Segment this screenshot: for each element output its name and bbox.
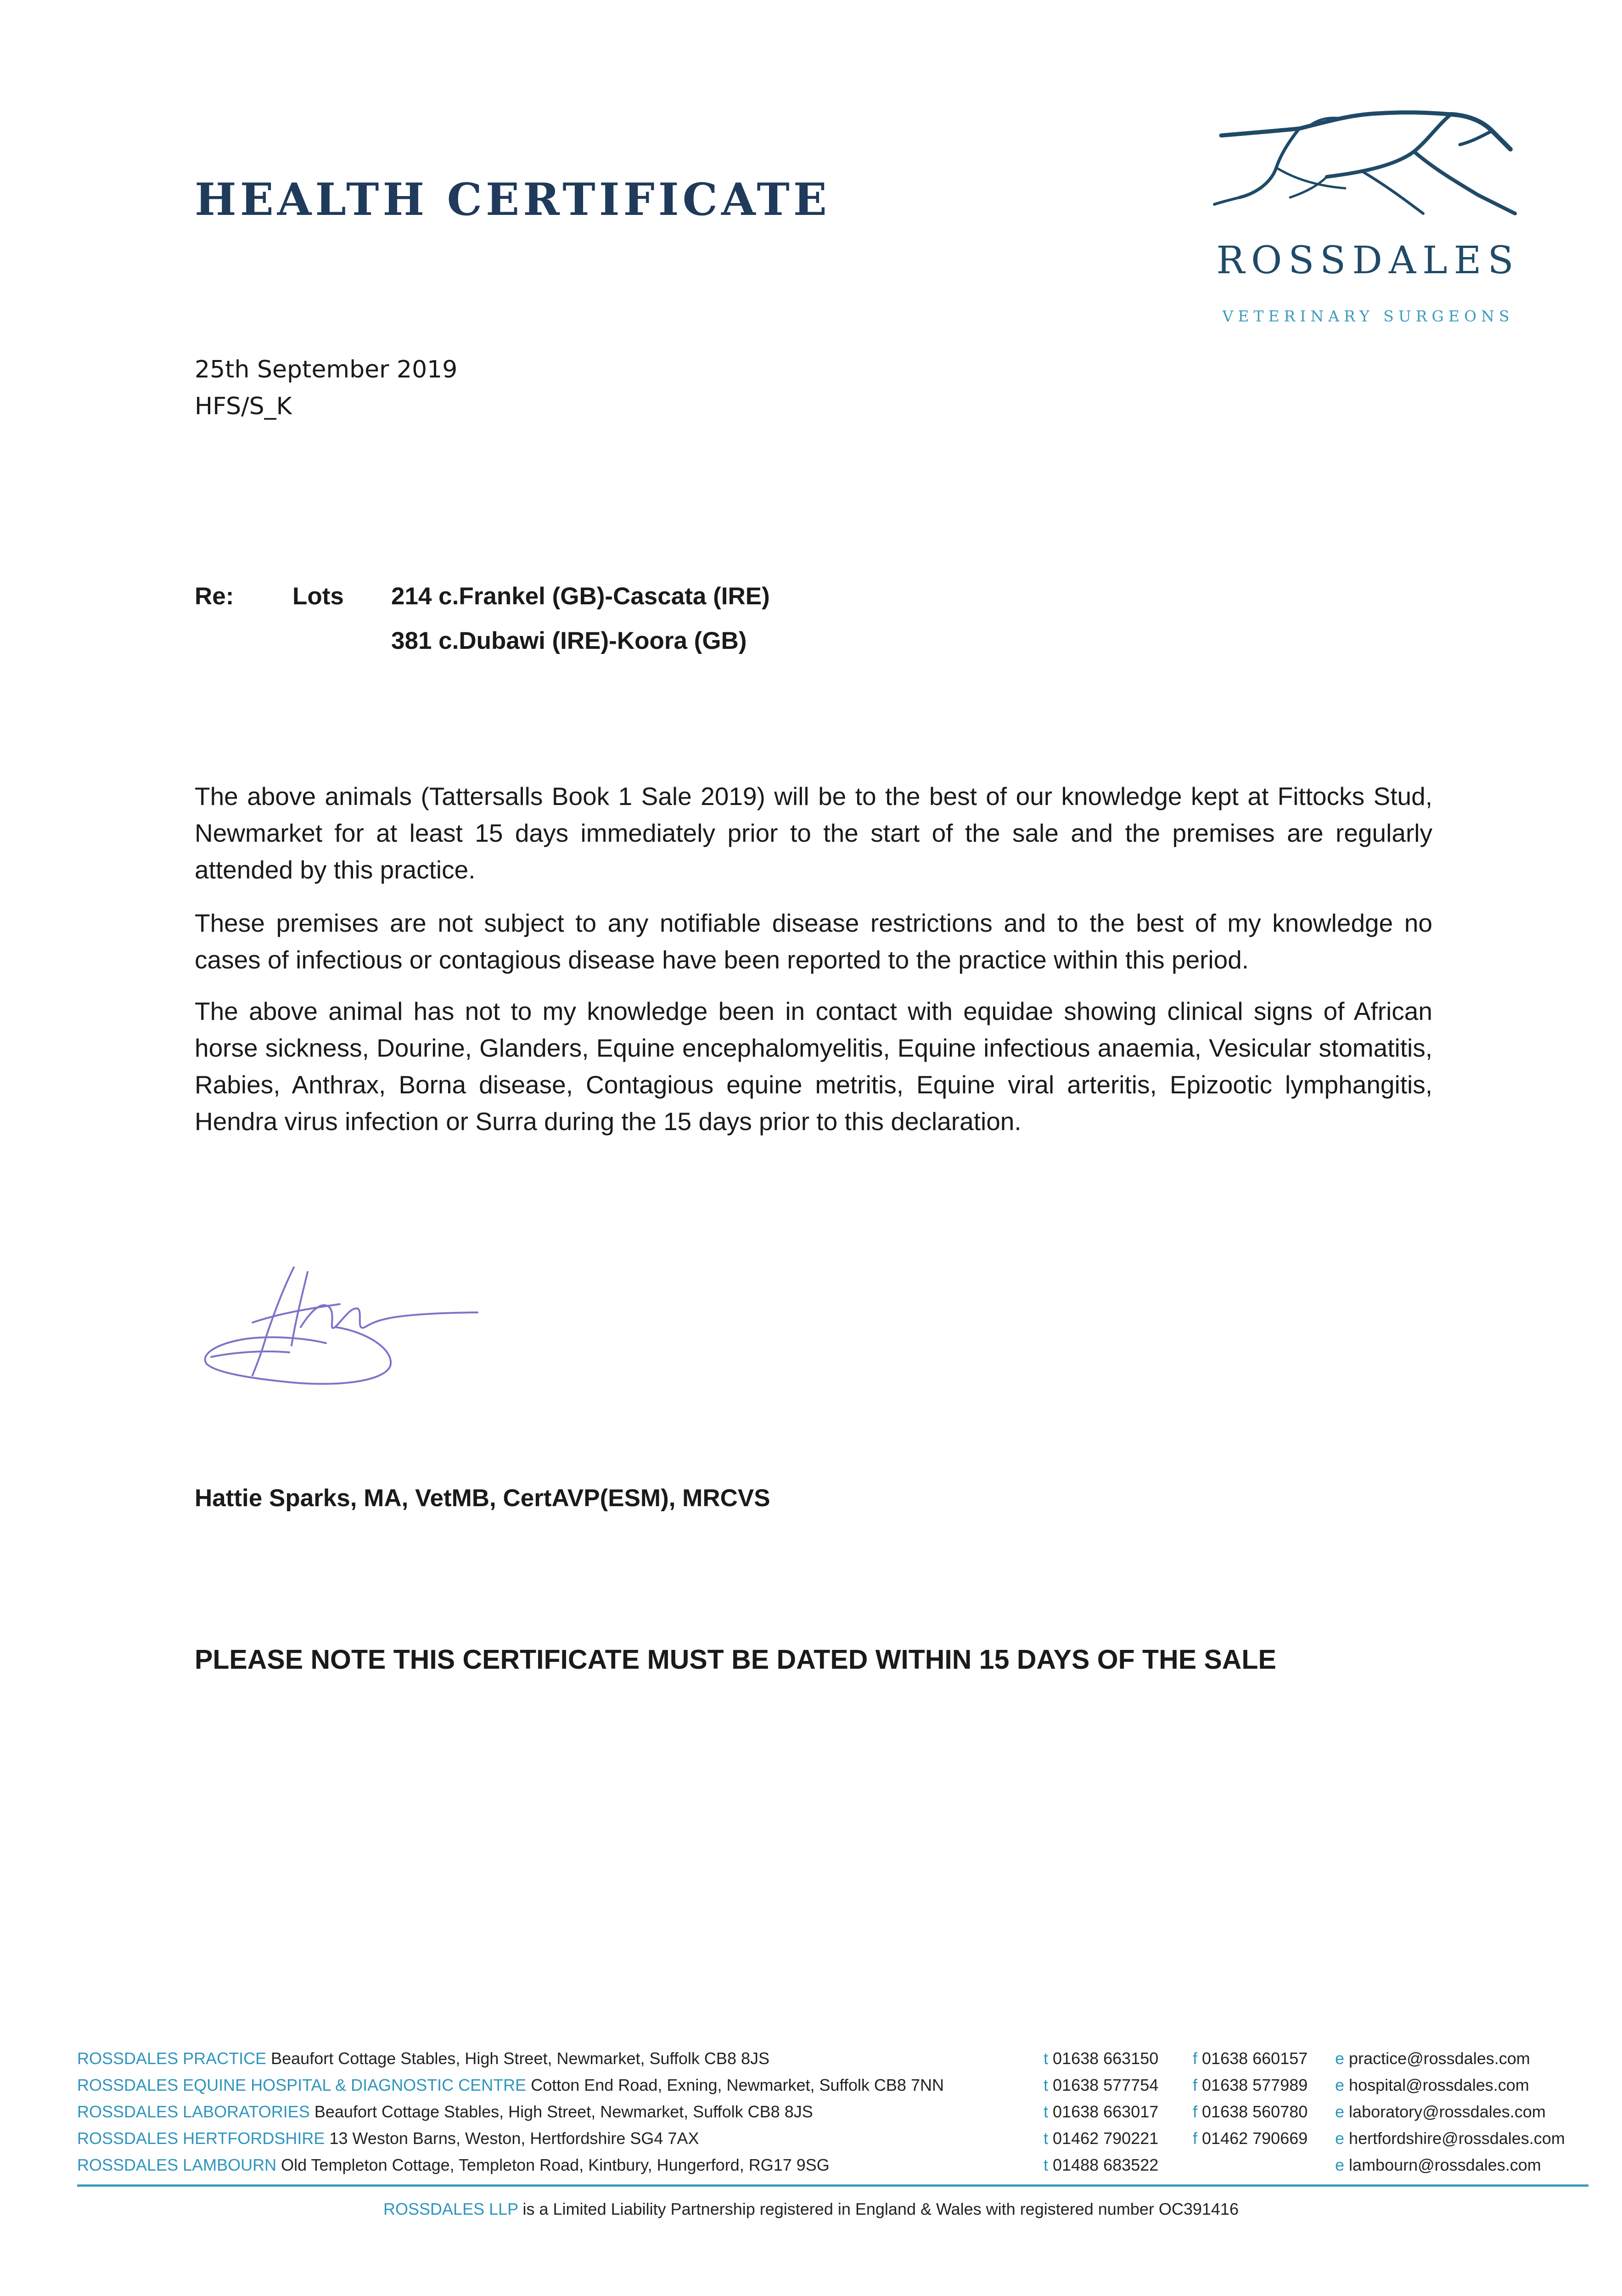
letter-reference: HFS/S_K	[195, 393, 292, 420]
footer-divider	[77, 2184, 1588, 2187]
letter-date: 25th September 2019	[195, 356, 458, 383]
handwritten-signature	[197, 1258, 491, 1396]
office-name: ROSSDALES PRACTICE	[77, 2049, 267, 2068]
body-paragraph: The above animal has not to my knowledge been in contact with equidae showing clinical signs of African horse sickness, Dourine, Glanders, Equine encephalomyelitis, Equine infectious anaemia, Vesicular stomatitis, Rabies, Anthrax, Borna disease, Contagious equine metritis, Equine viral arteritis, Epizootic lymphangitis, Hendra virus infection or Surra during the 15 days prior to this declaration.	[195, 997, 1432, 1136]
office-name: ROSSDALES HERTFORDSHIRE	[77, 2129, 325, 2148]
body-paragraph: The above animals (Tattersalls Book 1 Sale 2019) will be to the best of our knowledge kept at Fittocks Stud, Newmarket for at least 15 days immediately prior to the start of the sale and the premises are regularly attended by this practice.	[195, 782, 1432, 884]
office-name: ROSSDALES LABORATORIES	[77, 2102, 310, 2121]
logo-tagline: VETERINARY SURGEONS	[1222, 307, 1514, 325]
office-address: Old Templeton Cottage, Templeton Road, Kintbury, Hungerford, RG17 9SG	[281, 2155, 830, 2174]
logo-wordmark: ROSSDALES	[1216, 239, 1520, 282]
office-address: Beaufort Cottage Stables, High Street, Newmarket, Suffolk CB8 8JS	[271, 2049, 769, 2068]
office-email[interactable]: laboratory@rossdales.com	[1349, 2102, 1546, 2121]
office-address: 13 Weston Barns, Weston, Hertfordshire SG4 7AX	[329, 2129, 699, 2148]
galloping-horse-icon	[1212, 108, 1524, 232]
footer-office-row: ROSSDALES EQUINE HOSPITAL & DIAGNOSTIC CENTRE Cotton End Road, Exning, Newmarket, Suffolk CB8 7NN t 01638 577754 f 01638 577989 e hospital@rossdales.com	[77, 2076, 1529, 2094]
office-phone: 01488 683522	[1053, 2155, 1159, 2174]
re-label: Re:	[195, 583, 234, 610]
footer-office-row: ROSSDALES HERTFORDSHIRE 13 Weston Barns, Weston, Hertfordshire SG4 7AX t 01462 790221 f 01462 790669 e hertfordshire@rossdales.com	[77, 2129, 1565, 2148]
office-phone: 01638 663150	[1053, 2049, 1159, 2068]
office-fax: 01638 560780	[1202, 2102, 1308, 2121]
office-email[interactable]: practice@rossdales.com	[1349, 2049, 1530, 2068]
lot-item: 381 c.Dubawi (IRE)-Koora (GB)	[391, 627, 747, 654]
office-fax: 01638 660157	[1202, 2049, 1308, 2068]
footer-office-row: ROSSDALES LABORATORIES Beaufort Cottage Stables, High Street, Newmarket, Suffolk CB8 8JS t 01638 663017 f 01638 560780 e laboratory@rossdales.com	[77, 2102, 1546, 2121]
legal-entity-name: ROSSDALES LLP	[383, 2200, 518, 2218]
office-address: Beaufort Cottage Stables, High Street, Newmarket, Suffolk CB8 8JS	[314, 2102, 813, 2121]
office-email[interactable]: lambourn@rossdales.com	[1349, 2155, 1541, 2174]
footer-office-row: ROSSDALES PRACTICE Beaufort Cottage Stables, High Street, Newmarket, Suffolk CB8 8JS t 01638 663150 f 01638 660157 e practice@rossdales.com	[77, 2049, 1530, 2068]
footer-office-row: ROSSDALES LAMBOURN Old Templeton Cottage, Templeton Road, Kintbury, Hungerford, RG17 9SG t 01488 683522 e lambourn@rossdales.com	[77, 2155, 1541, 2174]
signatory-name: Hattie Sparks, MA, VetMB, CertAVP(ESM), MRCVS	[195, 1485, 770, 1512]
lots-label: Lots	[292, 583, 344, 610]
legal-text: is a Limited Liability Partnership registered in England & Wales with registered number OC391416	[522, 2200, 1239, 2218]
office-email[interactable]: hospital@rossdales.com	[1349, 2076, 1529, 2094]
body-paragraph: These premises are not subject to any notifiable disease restrictions and to the best of my knowledge no cases of infectious or contagious disease have been reported to the practice within this period.	[195, 909, 1432, 974]
letter-meta	[195, 351, 457, 425]
office-address: Cotton End Road, Exning, Newmarket, Suffolk CB8 7NN	[531, 2076, 944, 2094]
office-email[interactable]: hertfordshire@rossdales.com	[1349, 2129, 1565, 2148]
page-title: HEALTH CERTIFICATE	[195, 174, 831, 225]
lot-item: 214 c.Frankel (GB)-Cascata (IRE)	[391, 583, 770, 610]
office-phone: 01638 663017	[1053, 2102, 1159, 2121]
office-name: ROSSDALES EQUINE HOSPITAL & DIAGNOSTIC CENTRE	[77, 2076, 527, 2094]
office-fax: 01462 790669	[1202, 2129, 1308, 2148]
office-fax: 01638 577989	[1202, 2076, 1308, 2094]
legal-notice	[0, 2200, 1622, 2219]
office-phone: 01462 790221	[1053, 2129, 1159, 2148]
office-name: ROSSDALES LAMBOURN	[77, 2155, 277, 2174]
dating-notice: PLEASE NOTE THIS CERTIFICATE MUST BE DATED WITHIN 15 DAYS OF THE SALE	[195, 1644, 1276, 1675]
rossdales-logo	[1212, 108, 1524, 328]
office-phone: 01638 577754	[1053, 2076, 1159, 2094]
